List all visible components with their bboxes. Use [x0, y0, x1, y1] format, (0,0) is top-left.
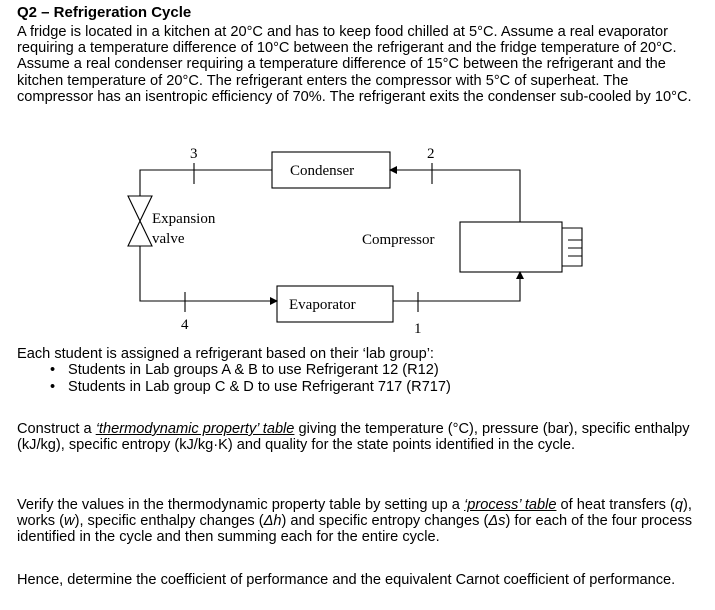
line-compressor-to-2 [390, 170, 520, 222]
condenser-label: Condenser [290, 163, 355, 179]
verify-instruction: Verify the values in the thermodynamic property table by setting up a ‘process’ table of heat transfers (q), works (w), specific enthalpy changes (Δh) and specific entropy changes (Δs) for each of the four process identified in the cycle and then summing each for the entire cycle. [17, 497, 693, 546]
process-table-link: ‘process’ table [463, 497, 557, 513]
compressor-shaft [562, 228, 582, 266]
construct-instruction: Construct a ‘thermodynamic property’ table giving the temperature (°C), pressure (bar), specific enthalpy (kJ/kg), specific entropy (kJ/kg·K) and quality for the state points identified in the cycle. [17, 421, 690, 454]
evaporator-label: Evaporator [289, 297, 356, 313]
state-point-1: 1 [414, 321, 422, 337]
line-valve-to-4 [140, 246, 277, 301]
line-3-to-valve [140, 170, 272, 196]
line-1-to-compressor [393, 272, 520, 301]
state-point-3: 3 [190, 146, 198, 162]
compressor-body [460, 222, 562, 272]
valve-label: valve [152, 231, 185, 247]
list-item: • Students in Lab groups A & B to use Refrigerant 12 (R12) [50, 362, 451, 379]
assignment-intro: Each student is assigned a refrigerant based on their ‘lab group’: [17, 346, 434, 362]
list-item: • Students in Lab group C & D to use Refrigerant 717 (R717) [50, 379, 451, 396]
expansion-label: Expansion [152, 211, 216, 227]
property-table-link: ‘thermodynamic property’ table [95, 421, 295, 437]
problem-statement: A fridge is located in a kitchen at 20°C and has to keep food chilled at 5°C. Assume a real evaporator requiring a temperature difference of 10°C between the refrigerant and the fridge temperature of 20°C. Assume a real condenser requiring a temperature difference of 15°C between the refrigerant and the kitchen temperature of 20°C. The refrigerant enters the compressor with 5°C of superheat. The compressor has an isentropic efficiency of 70%. The refrigerant exits the condenser sub-cooled by 10°C. [17, 24, 692, 105]
question-title: Q2 – Refrigeration Cycle [17, 4, 192, 21]
expansion-valve [128, 196, 152, 246]
state-point-4: 4 [181, 317, 189, 333]
state-point-2: 2 [427, 146, 435, 162]
compressor-label: Compressor [362, 232, 435, 248]
refrigerant-list [50, 362, 451, 395]
final-instruction: Hence, determine the coefficient of performance and the equivalent Carnot coefficient of performance. [17, 572, 676, 588]
